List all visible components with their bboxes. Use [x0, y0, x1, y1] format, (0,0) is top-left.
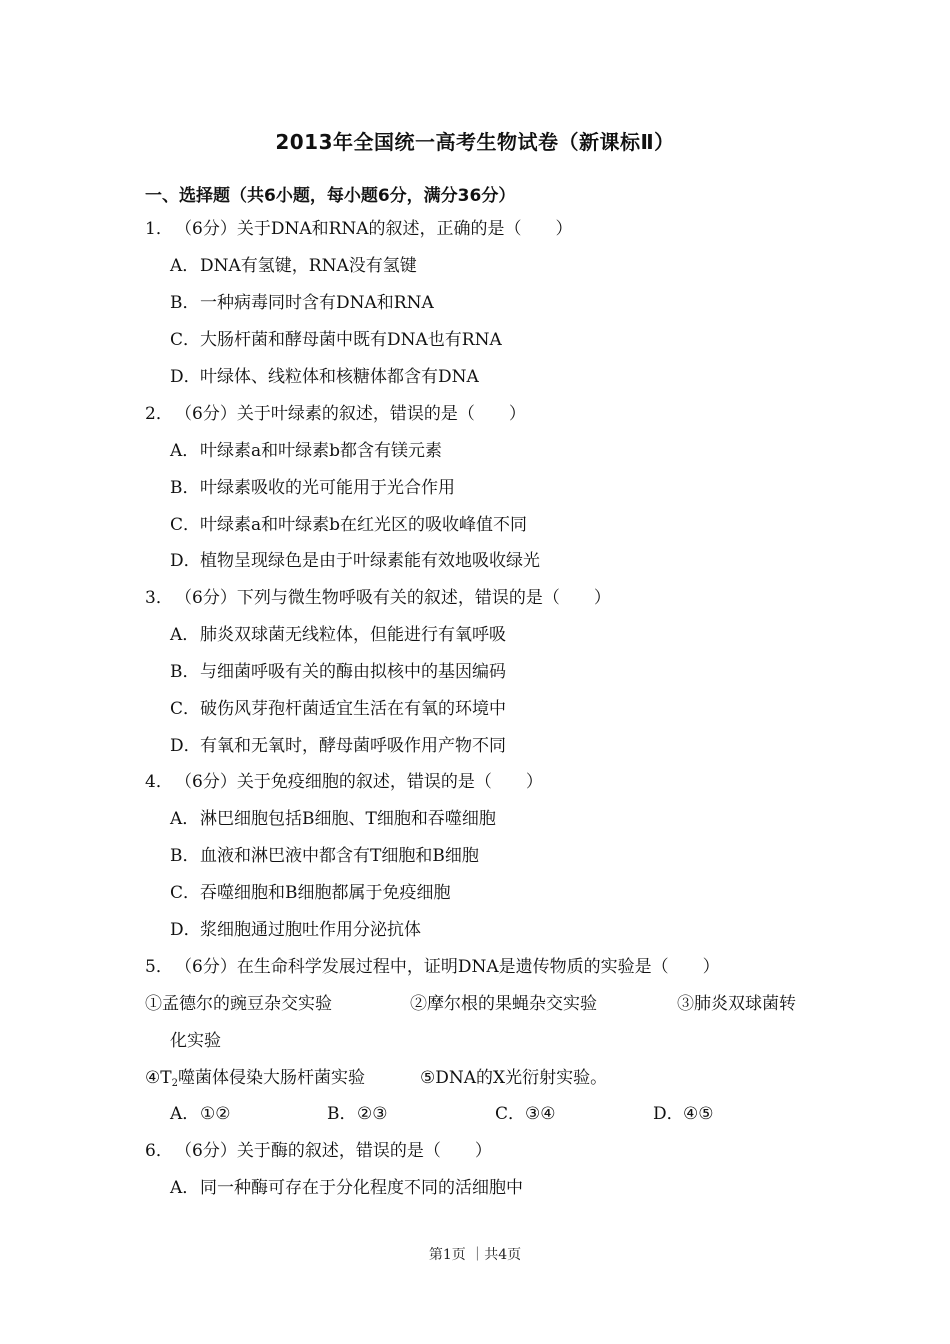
question-stem: （6分）关于DNA和RNA的叙述，正确的是（ ）: [175, 219, 573, 239]
question-stem: （6分）下列与微生物呼吸有关的叙述，错误的是（ ）: [175, 588, 611, 608]
option-5d: D．④⑤: [653, 1104, 714, 1124]
option-3b: B．与细菌呼吸有关的酶由拟核中的基因编码: [170, 662, 506, 682]
option-4c: C．吞噬细胞和B细胞都属于免疫细胞: [170, 883, 451, 903]
question-number: 6．: [145, 1141, 173, 1161]
option-2c: C．叶绿素a和叶绿素b在红光区的吸收峰值不同: [170, 515, 528, 535]
experiment-item-5: ⑤DNA的X光衍射实验。: [420, 1068, 608, 1088]
option-2b: B．叶绿素吸收的光可能用于光合作用: [170, 478, 455, 498]
experiment-item-1: ①孟德尔的豌豆杂交实验: [145, 994, 332, 1014]
question-1: [145, 217, 573, 241]
option-3c: C．破伤风芽孢杆菌适宜生活在有氧的环境中: [170, 699, 506, 719]
option-2d: D．植物呈现绿色是由于叶绿素能有效地吸收绿光: [170, 551, 540, 571]
experiment-item-3: ③肺炎双球菌转: [677, 994, 796, 1014]
question-number: 3．: [145, 588, 173, 608]
option-5c: C．③④: [495, 1104, 556, 1124]
experiment-item-2: ②摩尔根的果蝇杂交实验: [410, 994, 597, 1014]
option-1c: C．大肠杆菌和酵母菌中既有DNA也有RNA: [170, 330, 502, 350]
page-title: 2013年全国统一高考生物试卷（新课标Ⅱ）: [275, 130, 675, 154]
page-footer: 第1页 ｜共4页: [428, 1247, 522, 1263]
question-2: [145, 402, 526, 426]
option-4b: B．血液和淋巴液中都含有T细胞和B细胞: [170, 846, 479, 866]
question-number: 2．: [145, 404, 173, 424]
question-stem: （6分）关于叶绿素的叙述，错误的是（ ）: [175, 404, 526, 424]
section-heading: 一、选择题（共6小题，每小题6分，满分36分）: [145, 186, 516, 206]
option-3d: D．有氧和无氧时，酵母菌呼吸作用产物不同: [170, 736, 506, 756]
question-stem: （6分）关于酶的叙述，错误的是（ ）: [175, 1141, 492, 1161]
option-1d: D．叶绿体、线粒体和核糖体都含有DNA: [170, 367, 479, 387]
option-1b: B．一种病毒同时含有DNA和RNA: [170, 293, 434, 313]
question-4: [145, 770, 543, 794]
option-4a: A．淋巴细胞包括B细胞、T细胞和吞噬细胞: [170, 809, 496, 829]
option-6a: A．同一种酶可存在于分化程度不同的活细胞中: [170, 1178, 523, 1198]
question-number: 1．: [145, 219, 173, 239]
question-stem: （6分）在生命科学发展过程中，证明DNA是遗传物质的实验是（ ）: [175, 957, 720, 977]
option-4d: D．浆细胞通过胞吐作用分泌抗体: [170, 920, 421, 940]
experiment-item-4: $④T_2$噬菌体侵染大肠杆菌实验: [145, 1068, 365, 1089]
question-5: [145, 955, 720, 979]
question-number: 4．: [145, 772, 173, 792]
option-5a: A．①②: [170, 1104, 231, 1124]
option-5b: B．②③: [327, 1104, 388, 1124]
experiment-item-3-cont: 化实验: [170, 1031, 221, 1051]
question-number: 5．: [145, 957, 173, 977]
question-3: [145, 586, 611, 610]
option-3a: A．肺炎双球菌无线粒体，但能进行有氧呼吸: [170, 625, 506, 645]
question-6: [145, 1139, 492, 1163]
option-1a: A．DNA有氢键，RNA没有氢键: [170, 256, 417, 276]
question-stem: （6分）关于免疫细胞的叙述，错误的是（ ）: [175, 772, 543, 792]
option-2a: A．叶绿素a和叶绿素b都含有镁元素: [170, 441, 443, 461]
